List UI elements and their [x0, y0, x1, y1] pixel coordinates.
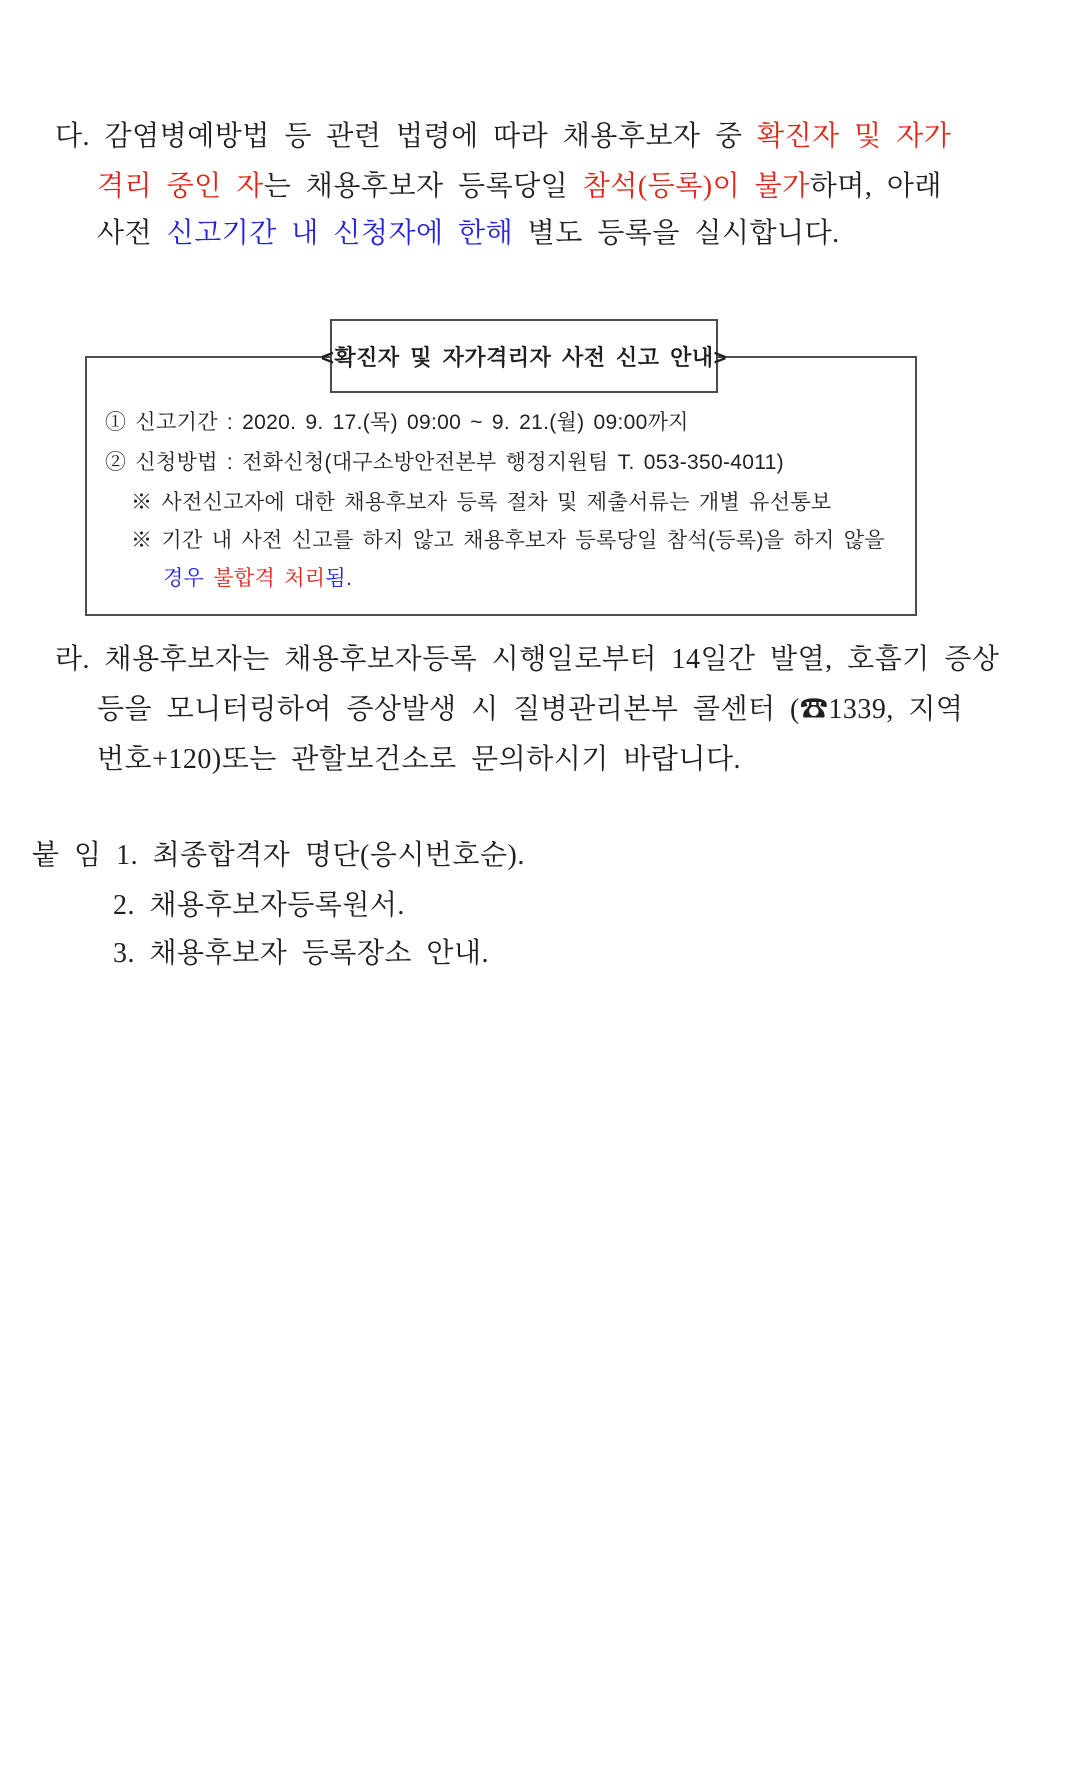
para-da-line2-red2: 참석(등록)이 불가	[582, 171, 810, 202]
notice-note1: ※ 사전신고자에 대한 채용후보자 등록 절차 및 제출서류는 개별 유선통보	[131, 491, 832, 514]
para-da-line1	[55, 120, 951, 154]
attachments-item1: 1. 최종합격자 명단(응시번호순).	[116, 840, 525, 871]
para-da-line2-black2: 하며, 아래	[809, 171, 942, 202]
para-da-line3-black2: 별도 등록을 실시합니다.	[513, 218, 840, 249]
para-da-line2-red1: 격리 중인 자	[97, 171, 264, 202]
attachments-label: 붙 임	[32, 840, 102, 871]
notice-title-box	[320, 319, 728, 393]
notice-note2: ※ 기간 내 사전 신고를 하지 않고 채용후보자 등록당일 참석(등록)을 하지 않을	[131, 529, 885, 552]
notice-note2-cont-blue1: 경우	[163, 567, 214, 590]
para-da-line2-black1: 는 채용후보자 등록당일	[263, 171, 583, 202]
para-da-line3-black1: 사전	[97, 218, 167, 249]
notice-note2-continued	[163, 562, 352, 592]
notice-title: <확진자 및 자가격리자 사전 신고 안내>	[320, 344, 728, 370]
attachments-item2: 2. 채용후보자등록원서.	[113, 890, 405, 921]
notice-item2: ② 신청방법 : 전화신청(대구소방안전본부 행정지원팀 T. 053-350-4011)	[105, 451, 784, 474]
para-ra-line2: 등을 모니터링하여 증상발생 시 질병관리본부 콜센터 (☎1339, 지역	[97, 694, 964, 725]
para-da-line3-blue: 신고기간 내 신청자에 한해	[166, 218, 514, 249]
para-ra-line3: 번호+120)또는 관할보건소로 문의하시기 바랍니다.	[97, 744, 742, 775]
para-da-line1-black: 다. 감염병예방법 등 관련 법령에 따라 채용후보자 중	[55, 121, 758, 152]
para-ra-line1: 라. 채용후보자는 채용후보자등록 시행일로부터 14일간 발열, 호흡기 증상	[55, 644, 1000, 675]
notice-box	[85, 356, 917, 616]
attachments-line1	[32, 833, 525, 873]
notice-note2-cont-blue2: 됨.	[325, 567, 353, 590]
notice-item1: ① 신고기간 : 2020. 9. 17.(목) 09:00 ~ 9. 21.(월) 09:00까지	[105, 411, 689, 434]
notice-note2-cont-red: 불합격 처리	[213, 567, 326, 590]
para-da-line3	[97, 217, 840, 251]
para-da-line1-red: 확진자 및 자가	[757, 121, 952, 152]
para-da-line2	[97, 170, 942, 204]
attachments-item3: 3. 채용후보자 등록장소 안내.	[113, 938, 490, 969]
